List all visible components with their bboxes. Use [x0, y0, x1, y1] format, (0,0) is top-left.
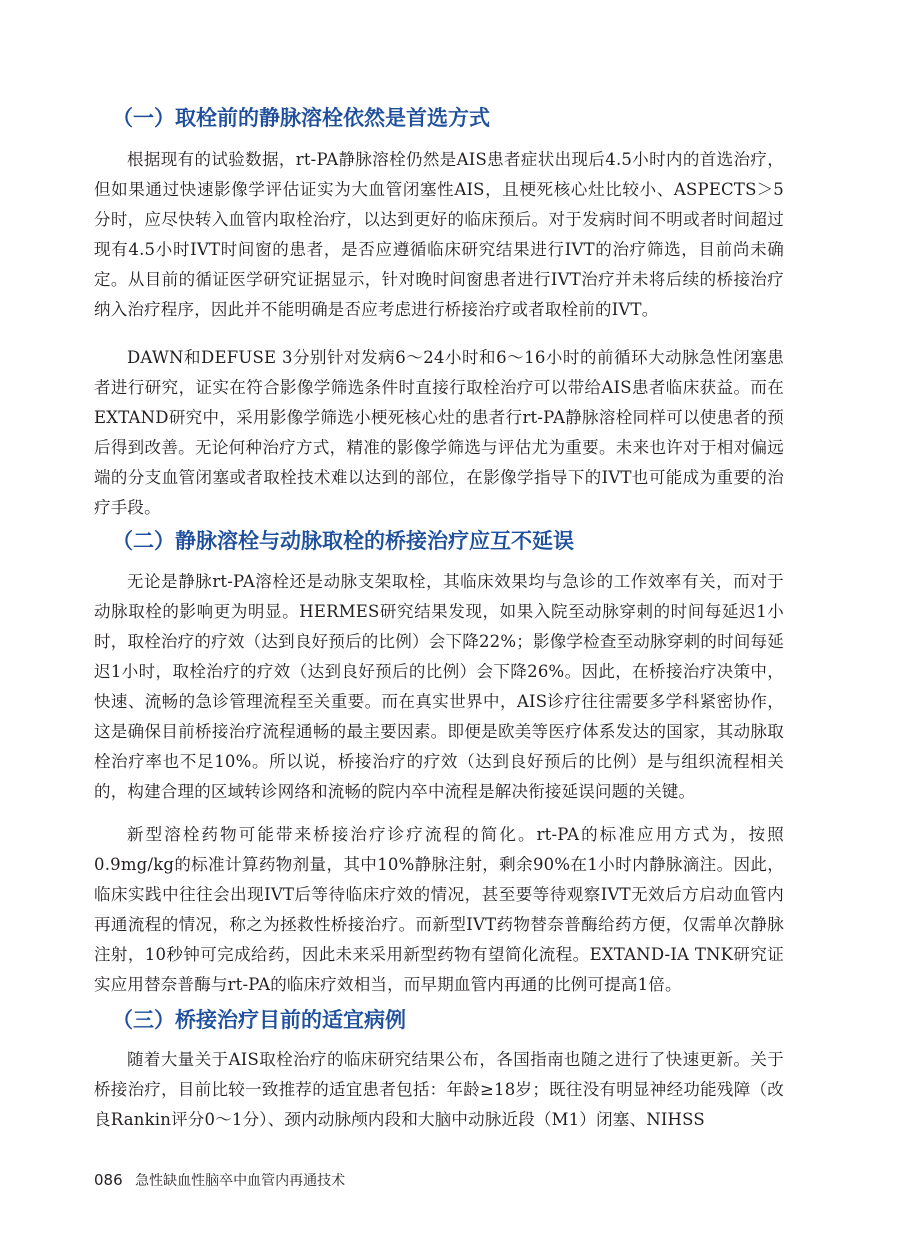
paragraph-3: 无论是静脉rt-PA溶栓还是动脉支架取栓，其临床效果均与急诊的工作效率有关，而对于动脉取栓的影响更为明显。HERMES研究结果发现，如果入院至动脉穿刺的时间每延迟1小时，取栓治疗的疗效（达到良好预后的比例）会下降22%；影像学检查至动脉穿刺的时间每延迟1小时，取栓治疗的疗效（达到良好预后的比例）会下降26%。因此，在桥接治疗决策中，快速、流畅的急诊管理流程至关重要。而在真实世界中，AIS诊疗往往需要多学科紧密协作，这是确保目前桥接治疗流程通畅的最主要因素。即便是欧美等医疗体系发达的国家，其动脉取栓治疗率也不足10%。所以说，桥接治疗的疗效（达到良好预后的比例）是与组织流程相关的，构建合理的区域转诊网络和流畅的院内卒中流程是解决衔接延误问题的关键。 — [94, 572, 784, 801]
section-heading-3: （三）桥接治疗目前的适宜病例 — [112, 1008, 406, 1032]
paragraph-2: DAWN和DEFUSE 3分别针对发病6～24小时和6～16小时的前循环大动脉急性闭塞患者进行研究，证实在符合影像学筛选条件时直接行取栓治疗可以带给AIS患者临床获益。而在EXTAND研究中，采用影像学筛选小梗死核心灶的患者行rt-PA静脉溶栓同样可以使患者的预后得到改善。无论何种治疗方式，精准的影像学筛选与评估尤为重要。未来也许对于相对偏远端的分支血管闭塞或者取栓技术难以达到的部位，在影像学指导下的IVT也可能成为重要的治疗手段。 — [94, 348, 784, 517]
section-heading-1: （一）取栓前的静脉溶栓依然是首选方式 — [112, 106, 490, 130]
paragraph-1: 根据现有的试验数据，rt-PA静脉溶栓仍然是AIS患者症状出现后4.5小时内的首选治疗，但如果通过快速影像学评估证实为大血管闭塞性AIS，且梗死核心灶比较小、ASPECTS＞5分时，应尽快转入血管内取栓治疗，以达到更好的临床预后。对于发病时间不明或者时间超过现有4.5小时IVT时间窗的患者，是否应遵循临床研究结果进行IVT的治疗筛选，目前尚未确定。从目前的循证医学研究证据显示，针对晚时间窗患者进行IVT治疗并未将后续的桥接治疗纳入治疗程序，因此并不能明确是否应考虑进行桥接治疗或者取栓前的IVT。 — [94, 150, 784, 319]
paragraph-5: 随着大量关于AIS取栓治疗的临床研究结果公布，各国指南也随之进行了快速更新。关于桥接治疗，目前比较一致推荐的适宜患者包括：年龄≥18岁；既往没有明显神经功能残障（改良Rankin评分0～1分）、颈内动脉颅内段和大脑中动脉近段（M1）闭塞、NIHSS — [94, 1050, 784, 1129]
section-heading-2: （二）静脉溶栓与动脉取栓的桥接治疗应互不延误 — [112, 529, 574, 553]
paragraph-4: 新型溶栓药物可能带来桥接治疗诊疗流程的简化。rt-PA的标准应用方式为，按照0.9mg/kg的标准计算药物剂量，其中10%静脉注射，剩余90%在1小时内静脉滴注。因此，临床实践中往往会出现IVT后等待临床疗效的情况，甚至要等待观察IVT无效后方启动血管内再通流程的情况，称之为拯救性桥接治疗。而新型IVT药物替奈普酶给药方便，仅需单次静脉注射，10秒钟可完成给药，因此未来采用新型药物有望简化流程。EXTAND-IA TNK研究证实应用替奈普酶与rt-PA的临床疗效相当，而早期血管内再通的比例可提高1倍。 — [94, 825, 784, 994]
book-title: 急性缺血性脑卒中血管内再通技术 — [135, 1173, 346, 1189]
page-footer — [94, 1170, 345, 1190]
page-number: 086 — [94, 1171, 123, 1189]
